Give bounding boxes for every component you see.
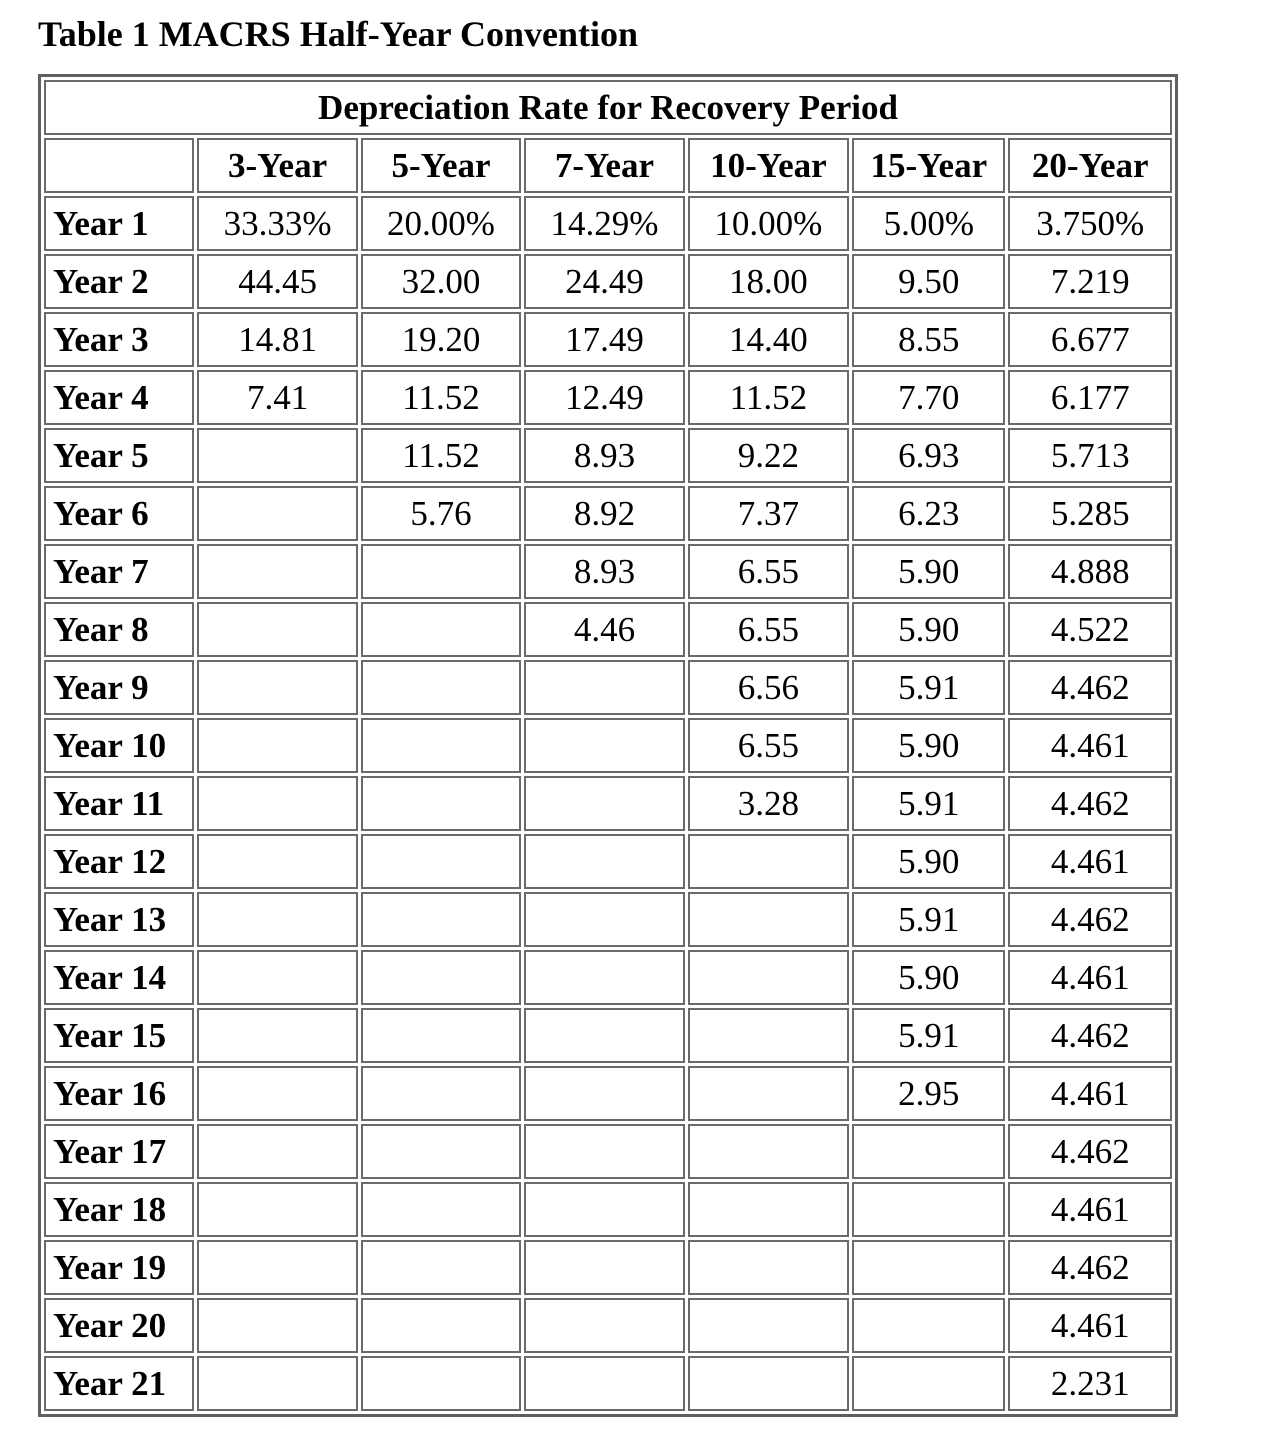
rate-cell: 7.70: [852, 370, 1005, 425]
rate-cell: [361, 834, 521, 889]
column-header: 7-Year: [524, 138, 684, 193]
rate-cell: [524, 892, 684, 947]
rate-cell: [361, 892, 521, 947]
column-header: 20-Year: [1008, 138, 1172, 193]
row-label: Year 14: [44, 950, 194, 1005]
row-label: Year 21: [44, 1356, 194, 1411]
rate-cell: 44.45: [197, 254, 357, 309]
rate-cell: 20.00%: [361, 196, 521, 251]
row-label: Year 18: [44, 1182, 194, 1237]
row-label: Year 10: [44, 718, 194, 773]
rate-cell: [688, 1124, 849, 1179]
column-header: 5-Year: [361, 138, 521, 193]
rate-cell: 6.55: [688, 602, 849, 657]
table-row: [44, 544, 1172, 599]
row-label: Year 12: [44, 834, 194, 889]
rate-cell: [524, 660, 684, 715]
row-label: Year 8: [44, 602, 194, 657]
rate-cell: 4.461: [1008, 1066, 1172, 1121]
rate-cell: 17.49: [524, 312, 684, 367]
row-label: Year 6: [44, 486, 194, 541]
rate-cell: 4.462: [1008, 660, 1172, 715]
rate-cell: 8.92: [524, 486, 684, 541]
rate-cell: 11.52: [361, 428, 521, 483]
row-label: Year 15: [44, 1008, 194, 1063]
rate-cell: 4.461: [1008, 1182, 1172, 1237]
rate-cell: 5.285: [1008, 486, 1172, 541]
table-row: [44, 428, 1172, 483]
row-label: Year 5: [44, 428, 194, 483]
rate-cell: [197, 660, 357, 715]
rate-cell: 5.00%: [852, 196, 1005, 251]
rate-cell: 4.461: [1008, 950, 1172, 1005]
table-row: [44, 370, 1172, 425]
rate-cell: [524, 776, 684, 831]
rate-cell: 32.00: [361, 254, 521, 309]
table-row: [44, 718, 1172, 773]
rate-cell: [361, 1124, 521, 1179]
rate-cell: [197, 892, 357, 947]
table-row: [44, 776, 1172, 831]
rate-cell: [197, 1124, 357, 1179]
rate-cell: [688, 1008, 849, 1063]
rate-cell: [361, 602, 521, 657]
row-label: Year 9: [44, 660, 194, 715]
rate-cell: 8.93: [524, 428, 684, 483]
rate-cell: [524, 1240, 684, 1295]
rate-cell: [197, 428, 357, 483]
rate-cell: 4.522: [1008, 602, 1172, 657]
rate-cell: [688, 1240, 849, 1295]
rate-cell: [197, 486, 357, 541]
rate-cell: [688, 950, 849, 1005]
table-row: [44, 950, 1172, 1005]
rate-cell: [197, 1356, 357, 1411]
rate-cell: 6.177: [1008, 370, 1172, 425]
rate-cell: [524, 1356, 684, 1411]
rate-cell: [852, 1124, 1005, 1179]
rate-cell: 6.677: [1008, 312, 1172, 367]
rate-cell: 5.90: [852, 834, 1005, 889]
rate-cell: 6.55: [688, 544, 849, 599]
rate-cell: [852, 1298, 1005, 1353]
rate-cell: 4.462: [1008, 776, 1172, 831]
row-label: Year 4: [44, 370, 194, 425]
table-row: [44, 1124, 1172, 1179]
rate-cell: 19.20: [361, 312, 521, 367]
rate-cell: [524, 834, 684, 889]
rate-cell: [688, 1182, 849, 1237]
table-row: [44, 602, 1172, 657]
rate-cell: 4.462: [1008, 892, 1172, 947]
rate-cell: 11.52: [688, 370, 849, 425]
macrs-depreciation-table: [38, 74, 1178, 1417]
rate-cell: [524, 1008, 684, 1063]
column-header: 3-Year: [197, 138, 357, 193]
table-row: [44, 660, 1172, 715]
rate-cell: [197, 1182, 357, 1237]
row-label: Year 20: [44, 1298, 194, 1353]
table-row: [44, 254, 1172, 309]
rate-cell: 6.23: [852, 486, 1005, 541]
rate-cell: 7.219: [1008, 254, 1172, 309]
column-header-row: [44, 138, 1172, 193]
rate-cell: 4.46: [524, 602, 684, 657]
rate-cell: [197, 544, 357, 599]
rate-cell: 6.56: [688, 660, 849, 715]
rate-cell: [197, 1008, 357, 1063]
rate-cell: [197, 1240, 357, 1295]
rate-cell: 11.52: [361, 370, 521, 425]
rate-cell: 14.29%: [524, 196, 684, 251]
rate-cell: 8.93: [524, 544, 684, 599]
rate-cell: 5.91: [852, 660, 1005, 715]
column-header: 10-Year: [688, 138, 849, 193]
rate-cell: [688, 1066, 849, 1121]
rate-cell: [361, 1298, 521, 1353]
rate-cell: 7.37: [688, 486, 849, 541]
rate-cell: 5.90: [852, 602, 1005, 657]
rate-cell: [688, 892, 849, 947]
rate-cell: [524, 950, 684, 1005]
rate-cell: 10.00%: [688, 196, 849, 251]
rate-cell: [361, 544, 521, 599]
rate-cell: 4.462: [1008, 1124, 1172, 1179]
row-label: Year 19: [44, 1240, 194, 1295]
table-row: [44, 834, 1172, 889]
rate-cell: 5.76: [361, 486, 521, 541]
group-header: Depreciation Rate for Recovery Period: [44, 80, 1172, 135]
row-label: Year 13: [44, 892, 194, 947]
rate-cell: 8.55: [852, 312, 1005, 367]
rate-cell: [197, 602, 357, 657]
rate-cell: [361, 1008, 521, 1063]
rate-cell: 14.81: [197, 312, 357, 367]
rate-cell: [361, 1240, 521, 1295]
table-row: [44, 1240, 1172, 1295]
table-row: [44, 196, 1172, 251]
table-body: [44, 196, 1172, 1411]
rate-cell: 5.91: [852, 1008, 1005, 1063]
rate-cell: [361, 660, 521, 715]
rate-cell: 5.91: [852, 892, 1005, 947]
rate-cell: [197, 1298, 357, 1353]
rate-cell: 6.93: [852, 428, 1005, 483]
rate-cell: 5.90: [852, 718, 1005, 773]
rate-cell: [361, 1182, 521, 1237]
rate-cell: 3.750%: [1008, 196, 1172, 251]
row-label: Year 17: [44, 1124, 194, 1179]
rate-cell: [688, 1298, 849, 1353]
table-row: [44, 486, 1172, 541]
rate-cell: 4.461: [1008, 1298, 1172, 1353]
rate-cell: 7.41: [197, 370, 357, 425]
rate-cell: [852, 1240, 1005, 1295]
rate-cell: 3.28: [688, 776, 849, 831]
rate-cell: [197, 950, 357, 1005]
table-row: [44, 1066, 1172, 1121]
rate-cell: 18.00: [688, 254, 849, 309]
row-label: Year 7: [44, 544, 194, 599]
rate-cell: [197, 718, 357, 773]
table-row: [44, 1008, 1172, 1063]
rate-cell: [361, 1356, 521, 1411]
rate-cell: [524, 1298, 684, 1353]
rate-cell: 2.231: [1008, 1356, 1172, 1411]
rate-cell: [197, 1066, 357, 1121]
row-label: Year 2: [44, 254, 194, 309]
rate-cell: [197, 776, 357, 831]
rate-cell: 4.461: [1008, 834, 1172, 889]
rate-cell: 9.50: [852, 254, 1005, 309]
corner-header-cell: [44, 138, 194, 193]
rate-cell: 14.40: [688, 312, 849, 367]
rate-cell: 5.90: [852, 950, 1005, 1005]
rate-cell: 12.49: [524, 370, 684, 425]
rate-cell: 24.49: [524, 254, 684, 309]
rate-cell: [524, 1182, 684, 1237]
rate-cell: [361, 1066, 521, 1121]
rate-cell: 9.22: [688, 428, 849, 483]
rate-cell: 4.462: [1008, 1008, 1172, 1063]
row-label: Year 16: [44, 1066, 194, 1121]
rate-cell: [197, 834, 357, 889]
rate-cell: [361, 776, 521, 831]
table-row: [44, 1182, 1172, 1237]
rate-cell: [524, 718, 684, 773]
row-label: Year 1: [44, 196, 194, 251]
row-label: Year 3: [44, 312, 194, 367]
table-row: [44, 312, 1172, 367]
rate-cell: 6.55: [688, 718, 849, 773]
rate-cell: [361, 718, 521, 773]
rate-cell: [524, 1124, 684, 1179]
rate-cell: 5.713: [1008, 428, 1172, 483]
rate-cell: [852, 1356, 1005, 1411]
table-row: [44, 1298, 1172, 1353]
rate-cell: 33.33%: [197, 196, 357, 251]
rate-cell: 2.95: [852, 1066, 1005, 1121]
rate-cell: [688, 1356, 849, 1411]
rate-cell: [688, 834, 849, 889]
rate-cell: [524, 1066, 684, 1121]
group-header-row: [44, 80, 1172, 135]
rate-cell: 4.461: [1008, 718, 1172, 773]
rate-cell: [361, 950, 521, 1005]
table-title: Table 1 MACRS Half-Year Convention: [38, 14, 639, 54]
column-header: 15-Year: [852, 138, 1005, 193]
table-row: [44, 1356, 1172, 1411]
rate-cell: [852, 1182, 1005, 1237]
rate-cell: 5.90: [852, 544, 1005, 599]
rate-cell: 4.462: [1008, 1240, 1172, 1295]
table-row: [44, 892, 1172, 947]
rate-cell: 5.91: [852, 776, 1005, 831]
rate-cell: 4.888: [1008, 544, 1172, 599]
row-label: Year 11: [44, 776, 194, 831]
